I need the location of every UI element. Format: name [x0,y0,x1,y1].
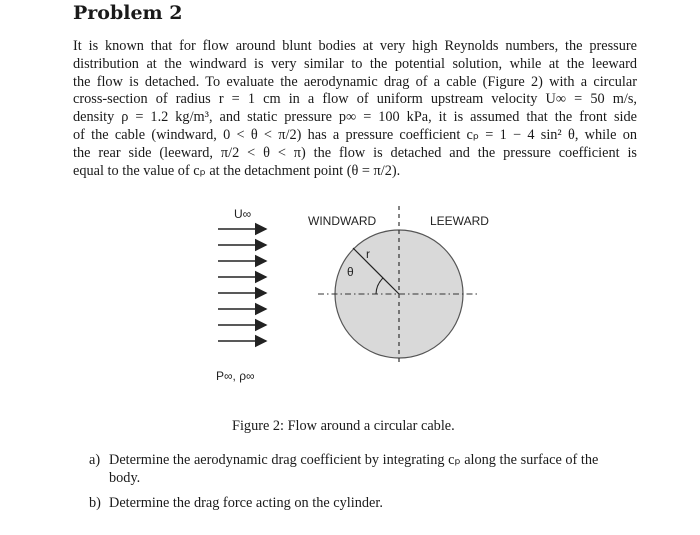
radius-label: r [366,247,370,261]
theta-label: θ [347,265,354,279]
windward-label: WINDWARD [308,214,377,228]
question-b [89,494,641,512]
statement-line: cross-section of radius r = 1 cm in a flow of uniform upstream velocity U∞ = 50 m/s, [73,91,637,108]
statement-line: the rear side (leeward, π/2 < θ < π) the flow is detached and the pressure coefficient is [73,144,637,161]
statement-line: density ρ = 1.2 kg/m³, and static pressure p∞ = 100 kPa, it is assumed that the front side [73,109,637,126]
statement-line: the flow is detached. To evaluate the aerodynamic drag of a cable (Figure 2) with a circular [73,73,637,90]
problem-title: Problem 2 [73,2,183,24]
question-label: a) [89,452,101,468]
question-line: Determine the aerodynamic drag coefficient by integrating cₚ along the surface of the [109,452,599,468]
question-line: body. [109,470,141,486]
flow-figure [200,198,520,398]
statement-line: of the cable (windward, 0 < θ < π/2) has a pressure coefficient cₚ = 1 − 4 sin² θ, while on [73,126,637,143]
statement-line: distribution at the windward is very similar to the potential solution, while at the leeward [73,55,637,72]
leeward-label: LEEWARD [430,214,489,228]
flow-arrows [218,229,266,341]
figure-caption: Figure 2: Flow around a circular cable. [232,418,455,434]
statement-line: equal to the value of cₚ at the detachment point (θ = π/2). [73,162,401,179]
question-label: b) [89,495,101,511]
statement-line: It is known that for flow around blunt bodies at very high Reynolds numbers, the pressure [73,38,637,54]
question-a [89,451,641,487]
question-text [109,494,641,512]
question-line: Determine the drag force acting on the cylinder. [109,495,383,511]
u-infinity-label: U∞ [234,207,252,221]
p-rho-infinity-label: P∞, ρ∞ [216,369,255,383]
problem-statement [73,38,637,180]
question-text [109,451,641,487]
